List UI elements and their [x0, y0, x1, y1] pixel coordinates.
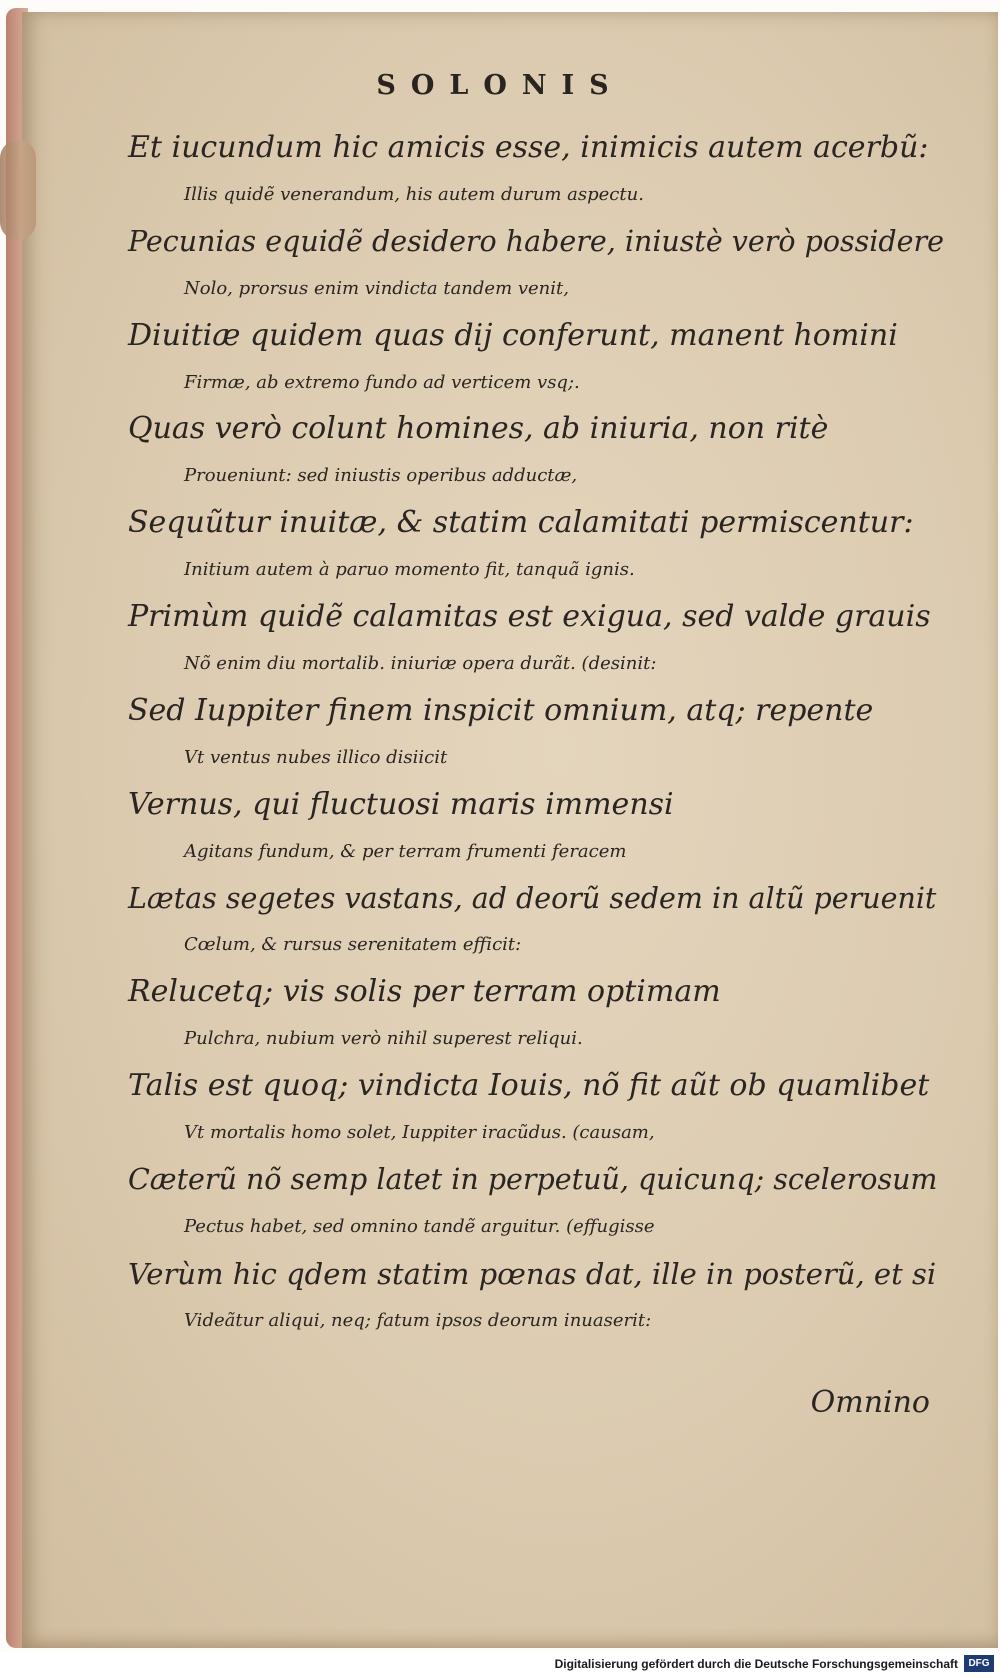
verse-line: Pectus habet, sed omnino tandẽ arguitur. (effugisse — [184, 1215, 655, 1237]
verse-line: Talis est quoq; vindicta Iouis, nõ fit aũt ob quamlibet — [128, 1068, 930, 1104]
verse-line: Vernus, qui fluctuosi maris immensi — [128, 786, 674, 822]
verse-line: Primùm quidẽ calamitas est exigua, sed valde grauis — [128, 599, 931, 635]
verse-line: Relucetq; vis solis per terram optimam — [128, 974, 721, 1010]
funding-credit: Digitalisierung gefördert durch die Deutsche Forschungsgemeinschaft — [554, 1657, 958, 1671]
verse-line: Pulchra, nubium verò nihil superest reliqui. — [184, 1028, 583, 1050]
verse-line: Pecunias equidẽ desidero habere, iniustè verò possidere — [128, 224, 944, 258]
verse-line: Et iucundum hic amicis esse, inimicis autem acerbũ: — [128, 130, 929, 165]
verse-line: Cœlum, & rursus serenitatem efficit: — [184, 934, 522, 956]
verse-line: Agitans fundum, & per terram frumenti feracem — [184, 840, 627, 862]
verse-line: Initium autem à paruo momento fit, tanquã ignis. — [184, 559, 635, 581]
dfg-logo-icon: DFG — [964, 1655, 994, 1672]
verse-line: Diuitiæ quidem quas dij conferunt, manent homini — [128, 317, 898, 353]
running-head: SOLONIS — [376, 70, 624, 101]
verse-line: Videãtur aliqui, neq; fatum ipsos deorum inuaserit: — [184, 1309, 652, 1331]
verse-line: Vt ventus nubes illico disiicit — [184, 746, 448, 768]
verse-text-block — [128, 125, 944, 1345]
verse-line: Illis quidẽ venerandum, his autem durum aspectu. — [184, 183, 644, 205]
verse-line: Quas verò colunt homines, ab iniuria, non ritè — [128, 411, 829, 447]
verse-line: Sequũtur inuitæ, & statim calamitati permiscentur: — [128, 505, 914, 541]
verse-line: Cæterũ nõ semp latet in perpetuũ, quicunq; scelerosum — [128, 1162, 938, 1196]
verse-line: Sed Iuppiter finem inspicit omnium, atq; repente — [128, 692, 874, 728]
digitization-footer — [0, 1652, 1000, 1678]
book-clasp — [0, 140, 36, 240]
verse-line: Firmæ, ab extremo fundo ad verticem vsq;. — [184, 371, 580, 393]
verse-line: Verùm hic qdem statim pœnas dat, ille in posterũ, et si — [128, 1256, 937, 1291]
verse-line: Nolo, prorsus enim vindicta tandem venit, — [184, 277, 569, 299]
verse-line: Lætas segetes vastans, ad deorũ sedem in altũ peruenit — [128, 881, 937, 915]
verse-line: Vt mortalis homo solet, Iuppiter iracũdus. (causam, — [184, 1122, 655, 1144]
verse-line: Proueniunt: sed iniustis operibus adductæ, — [184, 465, 578, 487]
catchword: Omnino — [810, 1385, 930, 1420]
verse-line: Nõ enim diu mortalib. iniuriæ opera durãt. (desinit: — [184, 652, 657, 674]
